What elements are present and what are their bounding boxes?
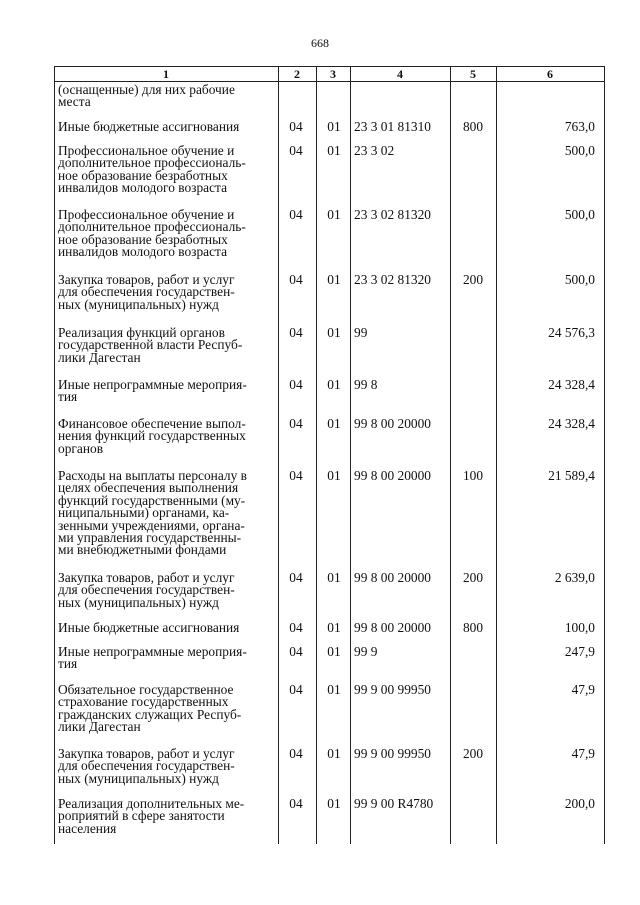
budget-table xyxy=(54,66,605,844)
row-code: 99 8 xyxy=(354,377,378,392)
row-col-3: 01 xyxy=(327,416,341,431)
column-divider xyxy=(350,66,351,844)
row-col-3: 01 xyxy=(327,620,341,635)
row-sum: 47,9 xyxy=(571,746,595,761)
row-col-3: 01 xyxy=(327,272,341,287)
row-name: (оснащенные) для них рабочие места xyxy=(58,82,235,110)
row-col-2: 04 xyxy=(289,570,303,585)
row-name: Иные непрограммные мероприя- тия xyxy=(58,644,247,672)
row-col-3: 01 xyxy=(327,746,341,761)
row-expense-type: 800 xyxy=(462,119,484,134)
row-name: Реализация функций органов государственной власти Респуб- лики Дагестан xyxy=(58,325,243,365)
row-name: Реализация дополнительных ме- роприятий в сфере занятости населения xyxy=(58,796,245,836)
row-sum: 100,0 xyxy=(564,620,595,635)
row-col-2: 04 xyxy=(289,746,303,761)
row-col-3: 01 xyxy=(327,796,341,811)
row-col-2: 04 xyxy=(289,468,303,483)
row-code: 99 9 xyxy=(354,644,378,659)
row-col-2: 04 xyxy=(289,143,303,158)
row-name: Закупка товаров, работ и услуг для обеспечения государствен- ных (муниципальных) нужд xyxy=(58,570,235,610)
row-name: Иные бюджетные ассигнования xyxy=(58,119,240,134)
row-name: Профессиональное обучение и дополнительное профессиональ- ное образование безработных инвалидов молодого возраста xyxy=(58,143,246,196)
row-sum: 24 328,4 xyxy=(548,377,595,392)
row-expense-type: 100 xyxy=(462,468,484,483)
row-code: 99 xyxy=(354,325,368,340)
row-name: Финансовое обеспечение выпол- нения функций государственных органов xyxy=(58,416,246,456)
row-expense-type: 800 xyxy=(462,620,484,635)
row-col-3: 01 xyxy=(327,143,341,158)
row-name: Иные непрограммные мероприя- тия xyxy=(58,377,247,405)
column-divider xyxy=(604,66,605,844)
column-divider xyxy=(278,66,279,844)
row-sum: 500,0 xyxy=(564,272,595,287)
row-name: Профессиональное обучение и дополнительное профессиональ- ное образование безработных инвалидов молодого возраста xyxy=(58,207,246,260)
row-code: 23 3 02 81320 xyxy=(354,207,431,222)
row-sum: 24 328,4 xyxy=(548,416,595,431)
row-sum: 24 576,3 xyxy=(548,325,595,340)
row-code: 23 3 02 81320 xyxy=(354,272,431,287)
row-sum: 47,9 xyxy=(571,682,595,697)
column-divider xyxy=(54,66,55,844)
row-sum: 21 589,4 xyxy=(548,468,595,483)
header-col-6: 6 xyxy=(547,67,553,81)
row-code: 99 9 00 99950 xyxy=(354,682,431,697)
row-name: Обязательное государственное страхование государственных гражданских служащих Респуб- лики Дагестан xyxy=(58,682,242,735)
header-col-4: 4 xyxy=(397,67,403,81)
row-col-2: 04 xyxy=(289,119,303,134)
row-code: 23 3 01 81310 xyxy=(354,119,431,134)
row-code: 99 8 00 20000 xyxy=(354,570,431,585)
row-name: Закупка товаров, работ и услуг для обеспечения государствен- ных (муниципальных) нужд xyxy=(58,272,235,312)
row-col-3: 01 xyxy=(327,119,341,134)
row-expense-type: 200 xyxy=(462,570,484,585)
row-col-3: 01 xyxy=(327,325,341,340)
header-col-3: 3 xyxy=(330,67,336,81)
row-col-3: 01 xyxy=(327,468,341,483)
row-code: 99 9 00 R4780 xyxy=(354,796,434,811)
row-col-2: 04 xyxy=(289,272,303,287)
row-col-2: 04 xyxy=(289,796,303,811)
row-expense-type: 200 xyxy=(462,272,484,287)
row-expense-type: 200 xyxy=(462,746,484,761)
row-col-2: 04 xyxy=(289,377,303,392)
row-sum: 200,0 xyxy=(564,796,595,811)
row-col-2: 04 xyxy=(289,644,303,659)
header-col-2: 2 xyxy=(294,67,300,81)
row-col-2: 04 xyxy=(289,682,303,697)
row-code: 99 8 00 20000 xyxy=(354,620,431,635)
row-col-3: 01 xyxy=(327,682,341,697)
row-name: Иные бюджетные ассигнования xyxy=(58,620,240,635)
row-col-2: 04 xyxy=(289,416,303,431)
row-col-2: 04 xyxy=(289,207,303,222)
row-code: 99 8 00 20000 xyxy=(354,416,431,431)
header-col-5: 5 xyxy=(470,67,476,81)
row-sum: 247,9 xyxy=(564,644,595,659)
row-col-3: 01 xyxy=(327,570,341,585)
column-divider xyxy=(450,66,451,844)
row-col-2: 04 xyxy=(289,325,303,340)
row-name: Закупка товаров, работ и услуг для обеспечения государствен- ных (муниципальных) нужд xyxy=(58,746,235,786)
row-sum: 2 639,0 xyxy=(554,570,595,585)
row-sum: 500,0 xyxy=(564,143,595,158)
row-col-3: 01 xyxy=(327,644,341,659)
page-number: 668 xyxy=(311,36,329,50)
row-name: Расходы на выплаты персоналу в целях обеспечения выполнения функций государственными (му- ниципальными) органами, ка- зенными учреждениями, органа- ми управления государственны- ми внебюджетными фондами xyxy=(58,468,247,558)
row-code: 99 9 00 99950 xyxy=(354,746,431,761)
header-col-1: 1 xyxy=(163,67,169,81)
row-col-3: 01 xyxy=(327,377,341,392)
column-divider xyxy=(496,66,497,844)
row-sum: 500,0 xyxy=(564,207,595,222)
row-code: 99 8 00 20000 xyxy=(354,468,431,483)
column-divider xyxy=(316,66,317,844)
row-col-3: 01 xyxy=(327,207,341,222)
row-col-2: 04 xyxy=(289,620,303,635)
row-code: 23 3 02 xyxy=(354,143,395,158)
row-sum: 763,0 xyxy=(564,119,595,134)
